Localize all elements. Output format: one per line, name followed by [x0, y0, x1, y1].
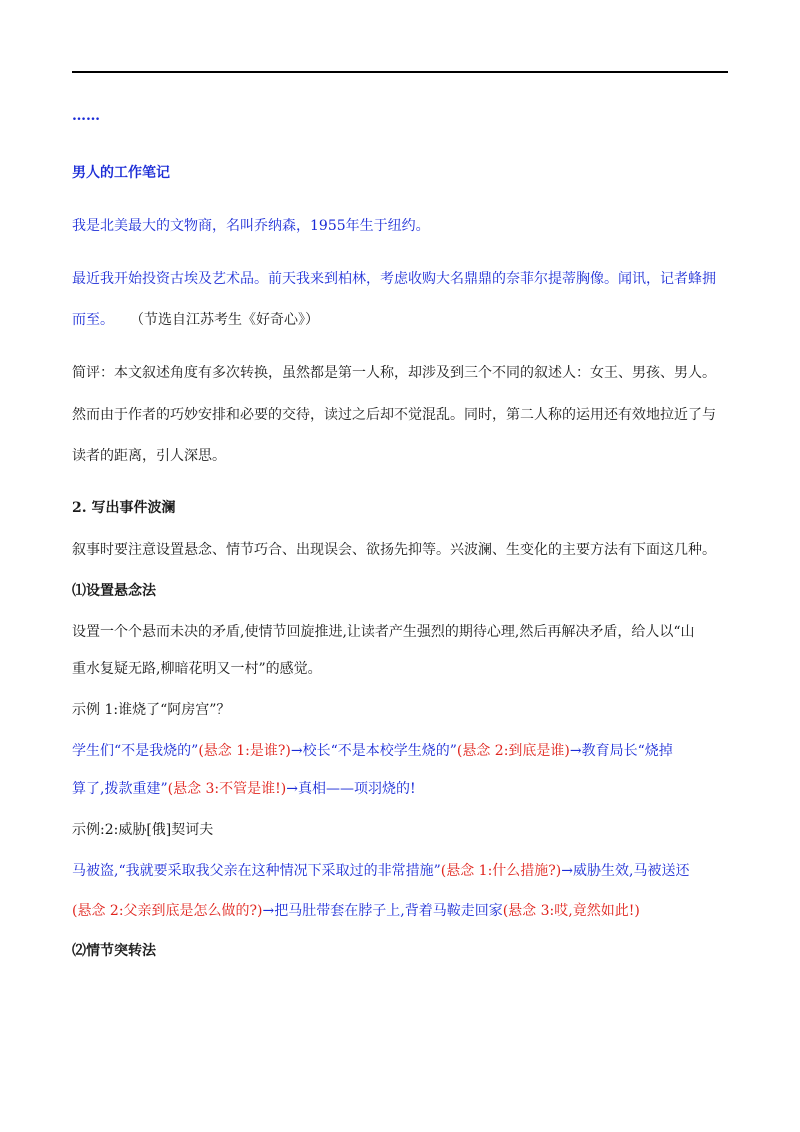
excerpt-heading: 男人的工作笔记	[72, 165, 170, 181]
section-2-intro: 叙事时要注意设置悬念、情节巧合、出现误会、欲扬先抑等。兴波澜、生变化的主要方法有下面这几种。	[72, 542, 716, 558]
example-1-line-2	[72, 779, 732, 799]
example-1-title: 示例 1:谁烧了“阿房宫”？	[72, 702, 231, 718]
excerpt-paragraph-2-line-1: 最近我开始投资古埃及艺术品。前天我来到柏林，考虑收购大名鼎鼎的奈菲尔提蒂胸像。闻讯，记者蜂拥	[72, 271, 716, 287]
review-line-1: 简评：本文叙述角度有多次转换，虽然都是第一人称，却涉及到三个不同的叙述人：女王、男孩、男人。	[72, 365, 716, 381]
example-2-step-saddle: →把马肚带套在脖子上,背着马鞍走回家	[262, 903, 503, 919]
excerpt-source: （节选自江苏考生《好奇心》）	[130, 312, 319, 328]
review-line-3: 读者的距离，引人深思。	[72, 448, 226, 464]
example-1-step-director: →教育局长“烧掉	[569, 743, 673, 759]
example-2-suspense-2: (悬念 2:父亲到底是怎么做的?)	[72, 903, 263, 919]
review-line-2: 然而由于作者的巧妙安排和必要的交待，读过之后却不觉混乱。同时，第二人称的运用还有效地拉近了与	[72, 407, 716, 423]
header-rule	[72, 71, 728, 73]
example-2-line-2	[72, 901, 732, 921]
example-2-suspense-3: (悬念 3:哎,竟然如此!)	[502, 903, 640, 919]
excerpt-paragraph-2-line-2	[72, 310, 732, 330]
example-2-title: 示例:2:威胁[俄]契诃夫	[72, 822, 214, 838]
example-1-step-rebuild: 算了,拨款重建”	[72, 781, 168, 797]
section-2-heading: 2. 写出事件波澜	[72, 500, 176, 516]
example-1-step-principal: →校长“不是本校学生烧的”	[290, 743, 457, 759]
example-1-suspense-1: (悬念 1:是谁?)	[198, 743, 291, 759]
example-2-step-returned: →威胁生效,马被送还	[561, 863, 690, 879]
method-1-desc-line-1: 设置一个个悬而未决的矛盾,使情节回旋推进,让读者产生强烈的期待心理,然后再解决矛盾，给人以“山	[72, 624, 695, 640]
excerpt-paragraph-1: 我是北美最大的文物商，名叫乔纳森，1955年生于纽约。	[72, 218, 430, 234]
example-1-suspense-2: (悬念 2:到底是谁)	[456, 743, 570, 759]
example-1-suspense-3: (悬念 3:不管是谁!)	[167, 781, 287, 797]
excerpt-paragraph-2-end: 而至。	[72, 312, 114, 328]
method-2-heading: ⑵情节突转法	[72, 943, 156, 959]
ellipsis: ……	[72, 108, 100, 124]
method-1-desc-line-2: 重水复疑无路,柳暗花明又一村”的感觉。	[72, 661, 322, 677]
example-2-suspense-1: (悬念 1:什么措施?)	[440, 863, 562, 879]
example-2-step-stolen: 马被盗,“我就要采取我父亲在这种情况下采取过的非常措施”	[72, 863, 441, 879]
example-1-line-1	[72, 741, 732, 761]
method-1-heading: ⑴设置悬念法	[72, 583, 156, 599]
example-1-step-students: 学生们“不是我烧的”	[72, 743, 199, 759]
example-1-truth: →真相——项羽烧的!	[286, 781, 416, 797]
example-2-line-1	[72, 861, 732, 881]
